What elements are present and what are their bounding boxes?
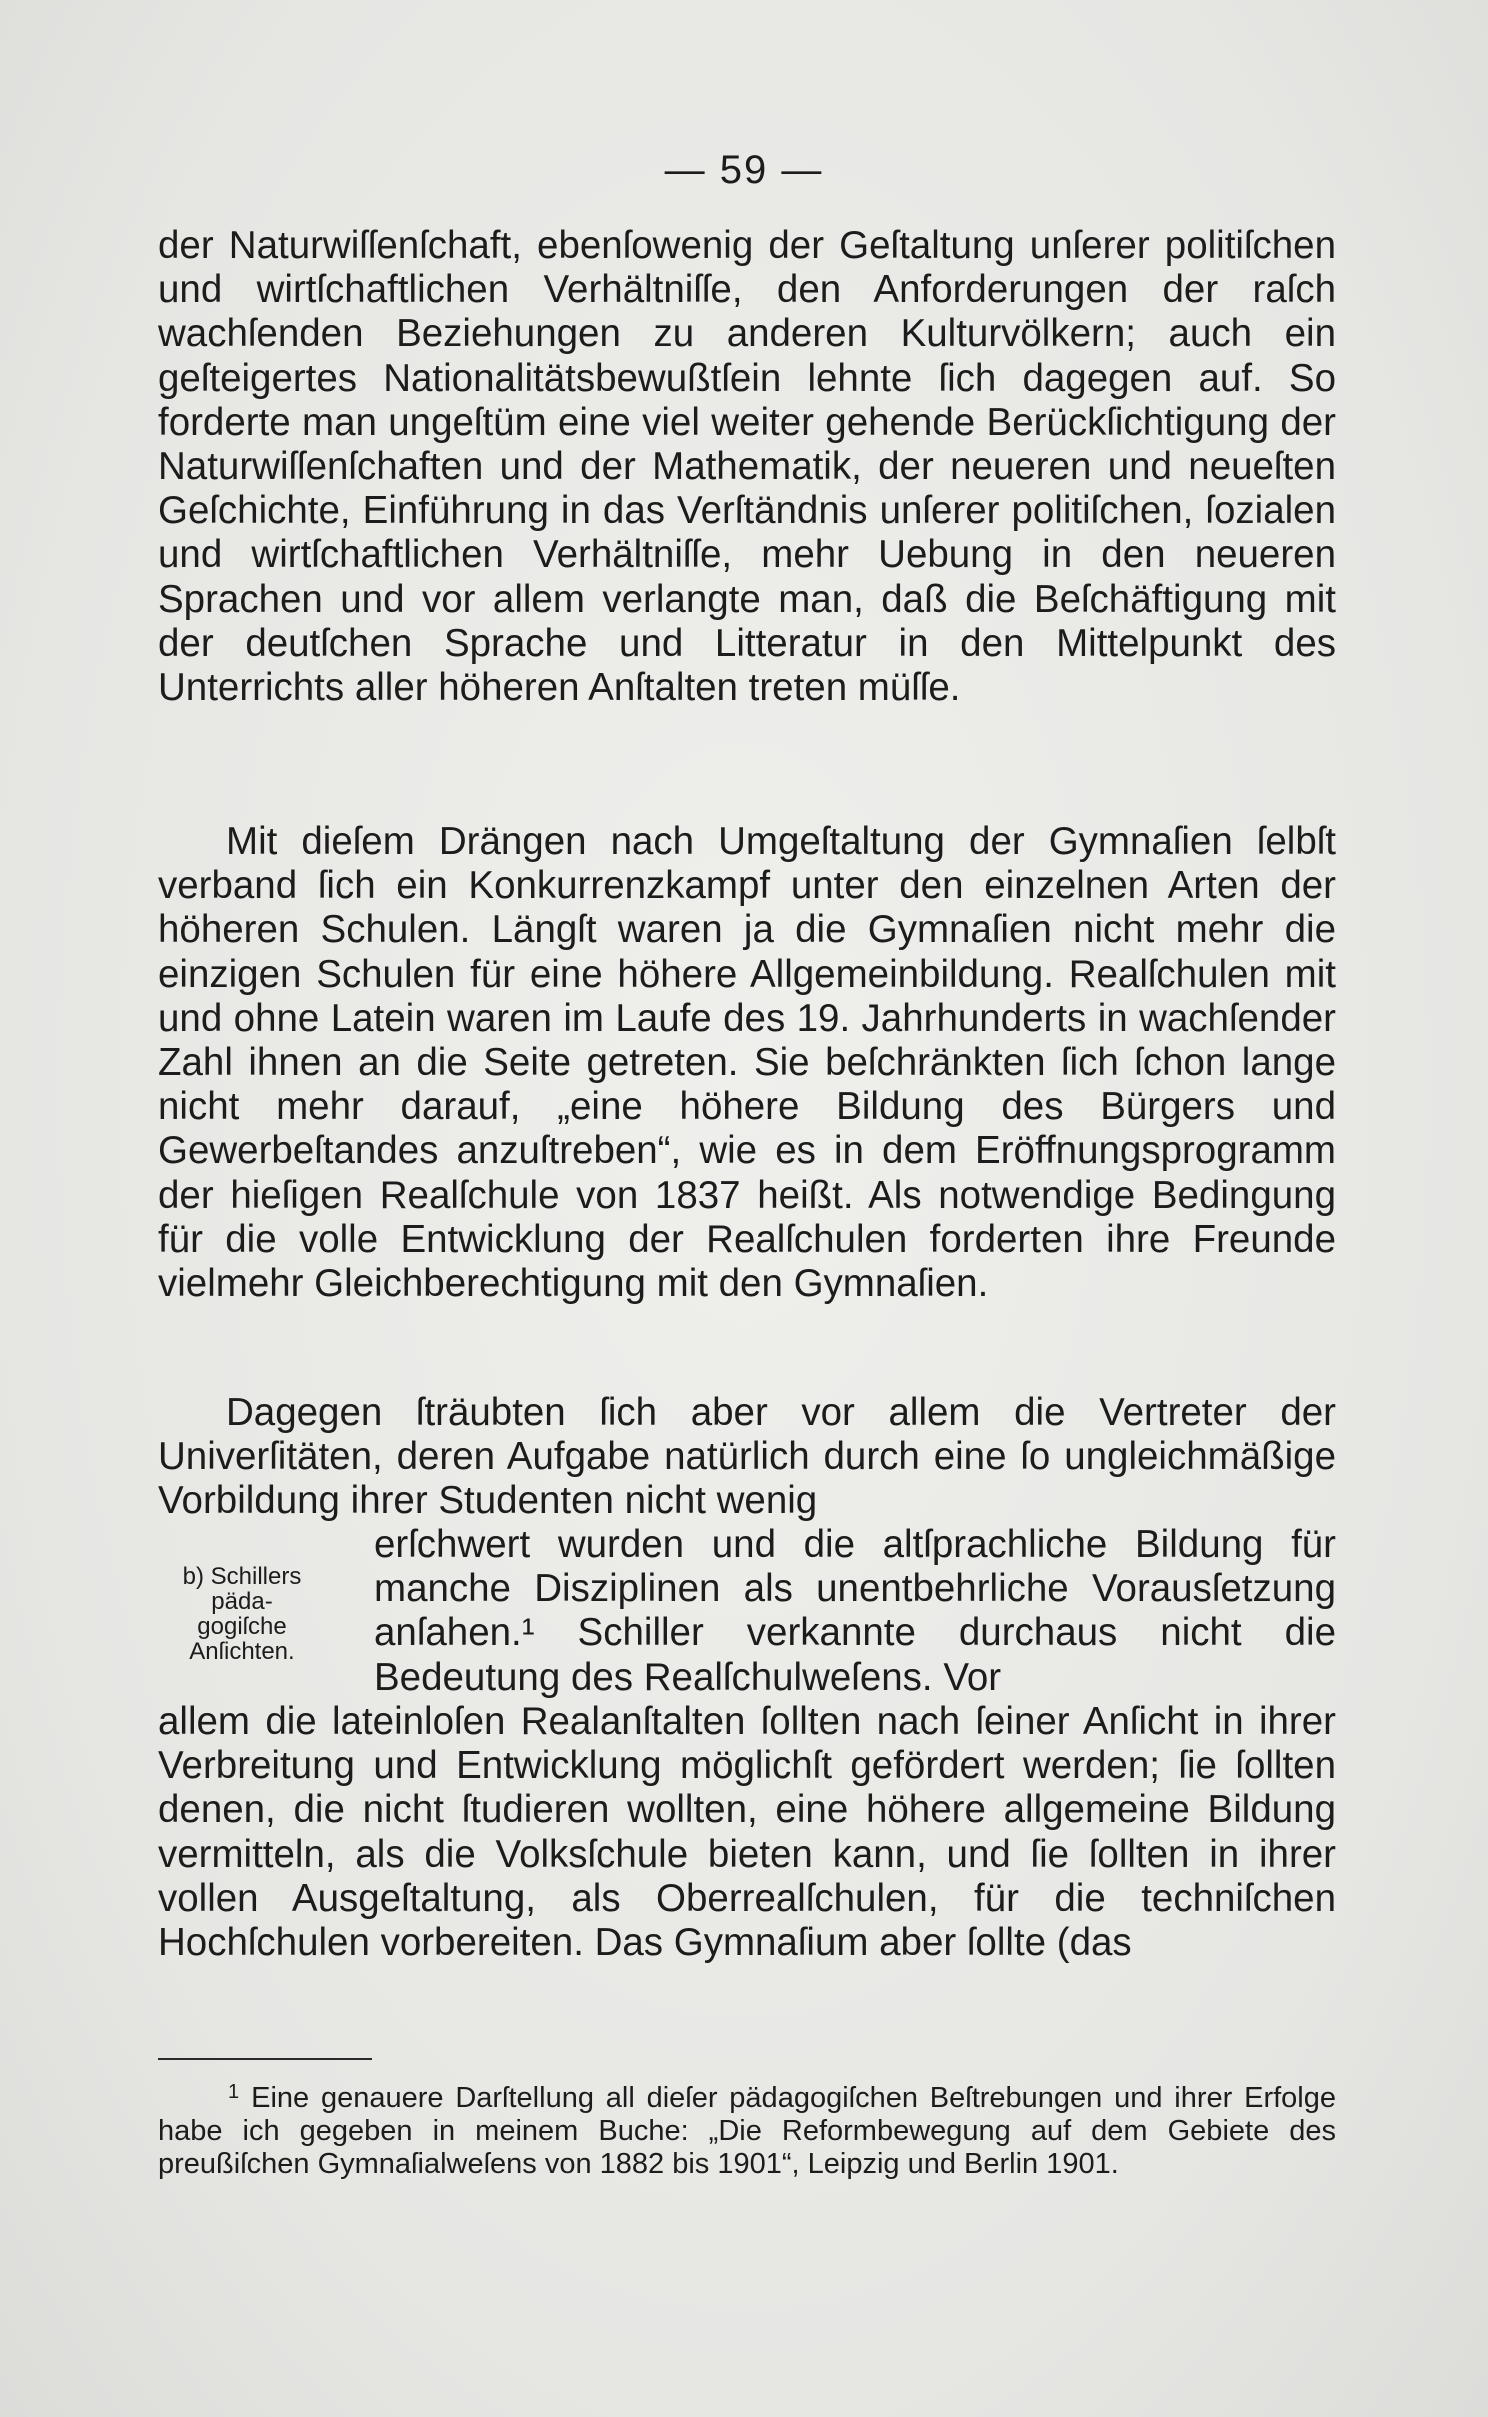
paragraph-2-text: Mit dieſem Drängen nach Umgeſtaltung der Gymnaſien ſelbſt verband ſich ein Konkurrenzkampf unter den einzelnen Arten der höheren Schulen. Längſt waren ja die Gymnaſien nicht mehr die einzigen Schulen für eine höhere Allgemeinbildung. Realſchulen mit und ohne Latein waren im Laufe des 19. Jahrhunderts in wachſender Zahl ihnen an die Seite getreten. Sie beſchränkten ſich ſchon lange nicht mehr darauf, „eine höhere Bildung des Bürgers und Gewerbeſtandes anzuſtreben“, wie es in dem Eröffnungsprogramm der hieſigen Realſchule von 1837 heißt. Als notwendige Bedingung für die volle Entwicklung der Realſchulen forderten ihre Freunde vielmehr Gleichberechtigung mit den Gymnaſien. [158,820,1336,1306]
paragraph-3-opening [158,1391,1336,1524]
paragraph-1 [158,224,1336,710]
paragraph-3-opening-text: Dagegen ſträubten ſich aber vor allem die Vertreter der Univerſitäten, deren Aufgabe natürlich durch eine ſo ungleichmäßige Vorbildung ihrer Studenten nicht wenig [158,1391,1336,1523]
paragraph-1-text: der Naturwiſſenſchaft, ebenſowenig der Geſtaltung unſerer politiſchen und wirtſchaftlichen Verhältniſſe, den Anforderungen der raſch wachſenden Beziehungen zu anderen Kulturvölkern; auch ein geſteigertes Nationalitätsbewußtſein lehnte ſich dagegen auf. So forderte man ungeſtüm eine viel weiter gehende Berückſichtigung der Naturwiſſenſchaften und der Mathematik, der neueren und neueſten Geſchichte, Einführung in das Verſtändnis unſerer politiſchen, ſozialen und wirtſchaftlichen Verhältniſſe, mehr Uebung in den neueren Sprachen und vor allem verlangte man, daß die Beſchäftigung mit der deutſchen Sprache und Litteratur in den Mittelpunkt des Unterrichts aller höheren Anſtalten treten müſſe. [158,224,1336,710]
margin-note-line-2: päda- [211,1588,273,1615]
footnote [158,2076,1336,2181]
paragraph-3-continuation-text: allem die lateinloſen Realanſtalten ſollten nach ſeiner Anſicht in ihrer Verbreitung und Entwicklung möglichſt gefördert werden; ſie ſollten denen, die nicht ſtudieren wollten, eine höhere allgemeine Bildung vermitteln, als die Volksſchule bieten kann, und ſie ſollten in ihrer vollen Ausgeſtaltung, als Oberrealſchulen, für die techniſchen Hochſchulen vorbereiten. Das Gymnaſium aber ſollte (das [158,1700,1336,1965]
page-number: — 59 — [664,148,824,192]
margin-note [152,1564,332,1664]
margin-note-line-3: gogiſche [197,1613,287,1640]
paragraph-2 [158,820,1336,1306]
footnote-marker: 1 [228,2081,240,2103]
paragraph-3-continuation [158,1700,1336,1965]
margin-note-line-4: Anſichten. [189,1638,295,1665]
paragraph-3-beside-note-text: erſchwert wurden und die altſprachliche Bildung für manche Disziplinen als unentbehrliche Vorausſetzung anſahen.¹ Schiller verkannte durchaus nicht die Bedeutung des Realſchulweſens. Vor [374,1523,1336,1699]
margin-note-line-1: b) Schillers [182,1563,302,1590]
footnote-text: Eine genauere Darſtellung all dieſer pädagogiſchen Beſtrebungen und ihrer Erfolge habe ich gegeben in meinem Buche: „Die Reformbewegung auf dem Gebiete des preußiſchen Gymnaſialweſens von 1882 bis 1901“, Leipzig und Berlin 1901. [158,2082,1336,2180]
footnote-divider [158,2058,372,2060]
paragraph-3-beside-note [374,1523,1336,1700]
